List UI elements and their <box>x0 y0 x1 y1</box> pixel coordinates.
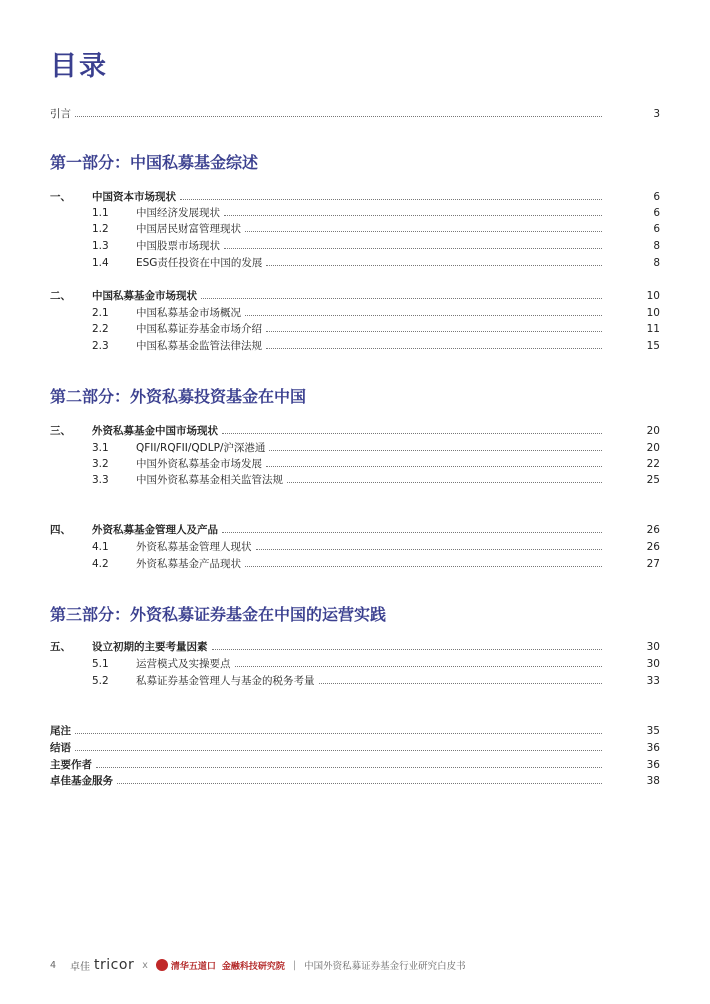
toc-leader <box>75 106 602 117</box>
toc-label: 外资私募基金管理人及产品 <box>92 524 218 536</box>
toc-leader <box>266 338 602 349</box>
toc-num: 五、 <box>50 641 71 653</box>
toc-num: 5.2 <box>92 675 109 687</box>
toc-row-endnotes[interactable] <box>50 723 660 739</box>
toc-page: 20 <box>646 425 660 437</box>
toc-leader <box>287 472 602 483</box>
toc-label: 外资私募基金产品现状 <box>136 558 241 570</box>
toc-page: 38 <box>646 775 660 787</box>
toc-leader <box>266 321 602 332</box>
toc-row-authors[interactable] <box>50 757 660 773</box>
toc-label: 外资私募基金管理人现状 <box>136 541 252 553</box>
part-heading-2: 第二部分：外资私募投资基金在中国 <box>50 387 307 406</box>
toc-row-conclusion[interactable] <box>50 740 660 756</box>
toc-leader <box>212 639 603 650</box>
toc-num: 四、 <box>50 524 71 536</box>
toc-leader <box>245 305 602 316</box>
toc-leader <box>117 773 602 784</box>
toc-num: 三、 <box>50 425 71 437</box>
toc-page: 6 <box>653 223 660 235</box>
toc-label: 中国外资私募基金相关监管法规 <box>136 474 283 486</box>
toc-label: 卓佳基金服务 <box>50 775 113 787</box>
tricor-logo: tricor <box>94 957 135 973</box>
toc-label: 中国私募证券基金市场介绍 <box>136 323 262 335</box>
toc-page: 27 <box>646 558 660 570</box>
document-title: 中国外资私募证券基金行业研究白皮书 <box>304 961 466 972</box>
toc-row-section[interactable] <box>50 423 660 439</box>
toc-row-item[interactable] <box>50 321 660 337</box>
toc-num: 2.2 <box>92 323 109 335</box>
toc-leader <box>235 656 603 667</box>
toc-label: 主要作者 <box>50 759 92 771</box>
toc-page: 10 <box>646 307 660 319</box>
tricor-signature-logo: 卓佳 <box>70 961 91 973</box>
toc-row-item[interactable] <box>50 305 660 321</box>
toc-leader <box>180 189 602 200</box>
toc-page: 35 <box>646 725 660 737</box>
toc-label: 结语 <box>50 742 71 754</box>
toc-leader <box>224 205 602 216</box>
toc-row-section[interactable] <box>50 522 660 538</box>
page-title: 目录 <box>50 51 108 82</box>
page-footer <box>50 957 466 973</box>
toc-label: ESG责任投资在中国的发展 <box>136 257 263 269</box>
toc-num: 1.3 <box>92 240 109 252</box>
toc-page: 15 <box>646 340 660 352</box>
toc-label: 中国私募基金监管法律法规 <box>136 340 262 352</box>
toc-page: 30 <box>646 658 660 670</box>
toc-leader <box>256 539 603 550</box>
toc-num: 4.2 <box>92 558 109 570</box>
toc-page: 11 <box>646 323 660 335</box>
toc-num: 2.1 <box>92 307 109 319</box>
toc-label: 尾注 <box>50 725 71 737</box>
toc-num: 5.1 <box>92 658 109 670</box>
toc-row-item[interactable] <box>50 456 660 472</box>
toc-row-item[interactable] <box>50 238 660 254</box>
toc-num: 1.4 <box>92 257 109 269</box>
toc-row-section[interactable] <box>50 288 660 304</box>
toc-page: 6 <box>653 207 660 219</box>
toc-page: 33 <box>646 675 660 687</box>
toc-leader <box>224 238 602 249</box>
toc-row-item[interactable] <box>50 205 660 221</box>
toc-row-item[interactable] <box>50 255 660 271</box>
toc-label: 设立初期的主要考量因素 <box>92 641 208 653</box>
toc-num: 4.1 <box>92 541 109 553</box>
toc-page: 20 <box>646 442 660 454</box>
toc-num: 1.2 <box>92 223 109 235</box>
pbcsf-logo-text: 清华五道口 <box>170 961 216 972</box>
toc-label: 中国私募基金市场现状 <box>92 290 197 302</box>
toc-num: 3.3 <box>92 474 109 486</box>
toc-row-item[interactable] <box>50 556 660 572</box>
page-number: 4 <box>50 959 57 971</box>
toc-label: 中国居民财富管理现状 <box>136 223 241 235</box>
toc-num: 3.2 <box>92 458 109 470</box>
toc-leader <box>266 456 602 467</box>
toc-page: 36 <box>646 759 660 771</box>
fintech-institute-logo: 金融科技研究院 <box>221 961 285 972</box>
part-heading-1: 第一部分：中国私募基金综述 <box>50 153 259 172</box>
toc-page: 26 <box>646 541 660 553</box>
toc-num: 3.1 <box>92 442 109 454</box>
toc-leader <box>266 255 602 266</box>
toc-leader <box>75 740 602 751</box>
toc-row-item[interactable] <box>50 656 660 672</box>
toc-page: 26 <box>646 524 660 536</box>
toc-page: 25 <box>646 474 660 486</box>
toc-row-item[interactable] <box>50 673 660 689</box>
toc-leader <box>245 221 602 232</box>
toc-row-item[interactable] <box>50 539 660 555</box>
toc-page: 22 <box>646 458 660 470</box>
toc-label: 运营模式及实操要点 <box>136 658 231 670</box>
toc-label: 中国外资私募基金市场发展 <box>136 458 262 470</box>
part-heading-3: 第三部分：外资私募证券基金在中国的运营实践 <box>50 605 387 624</box>
toc-row-intro[interactable] <box>50 106 660 122</box>
toc-row-item[interactable] <box>50 221 660 237</box>
toc-page: 30 <box>646 641 660 653</box>
toc-num: 2.3 <box>92 340 109 352</box>
toc-page: 36 <box>646 742 660 754</box>
toc-leader <box>245 556 602 567</box>
toc-leader <box>96 757 602 768</box>
toc-page: 8 <box>653 257 660 269</box>
toc-num: 一、 <box>50 191 71 203</box>
toc-label: 中国资本市场现状 <box>92 191 176 203</box>
toc-label: 私募证券基金管理人与基金的税务考量 <box>136 675 315 687</box>
toc-leader <box>222 522 602 533</box>
toc-label: 中国股票市场现状 <box>136 240 220 252</box>
toc-row-services[interactable] <box>50 773 660 789</box>
toc-label: QFII/RQFII/QDLP/沪深港通 <box>136 442 266 454</box>
toc-row-section[interactable] <box>50 189 660 205</box>
toc-label: 中国经济发展现状 <box>136 207 220 219</box>
toc-label: 外资私募基金中国市场现状 <box>92 425 218 437</box>
toc-label: 中国私募基金市场概况 <box>136 307 241 319</box>
toc-label: 引言 <box>50 108 71 120</box>
toc-leader <box>222 423 602 434</box>
pbcsf-emblem-icon <box>156 959 168 971</box>
toc-page: 6 <box>653 191 660 203</box>
toc-page: 3 <box>653 108 660 120</box>
toc-row-item[interactable] <box>50 440 660 456</box>
toc-row-section[interactable] <box>50 639 660 655</box>
toc-leader <box>269 440 602 451</box>
pbcsf-logo <box>156 959 216 972</box>
toc-row-item[interactable] <box>50 472 660 488</box>
toc-leader <box>75 723 602 734</box>
footer-separator: | <box>292 959 297 971</box>
toc-num: 二、 <box>50 290 71 302</box>
toc-leader <box>201 288 602 299</box>
toc-page: 10 <box>646 290 660 302</box>
toc-leader <box>319 673 603 684</box>
logo-separator-x: x <box>142 959 148 971</box>
toc-page: 8 <box>653 240 660 252</box>
toc-row-item[interactable] <box>50 338 660 354</box>
toc-num: 1.1 <box>92 207 109 219</box>
